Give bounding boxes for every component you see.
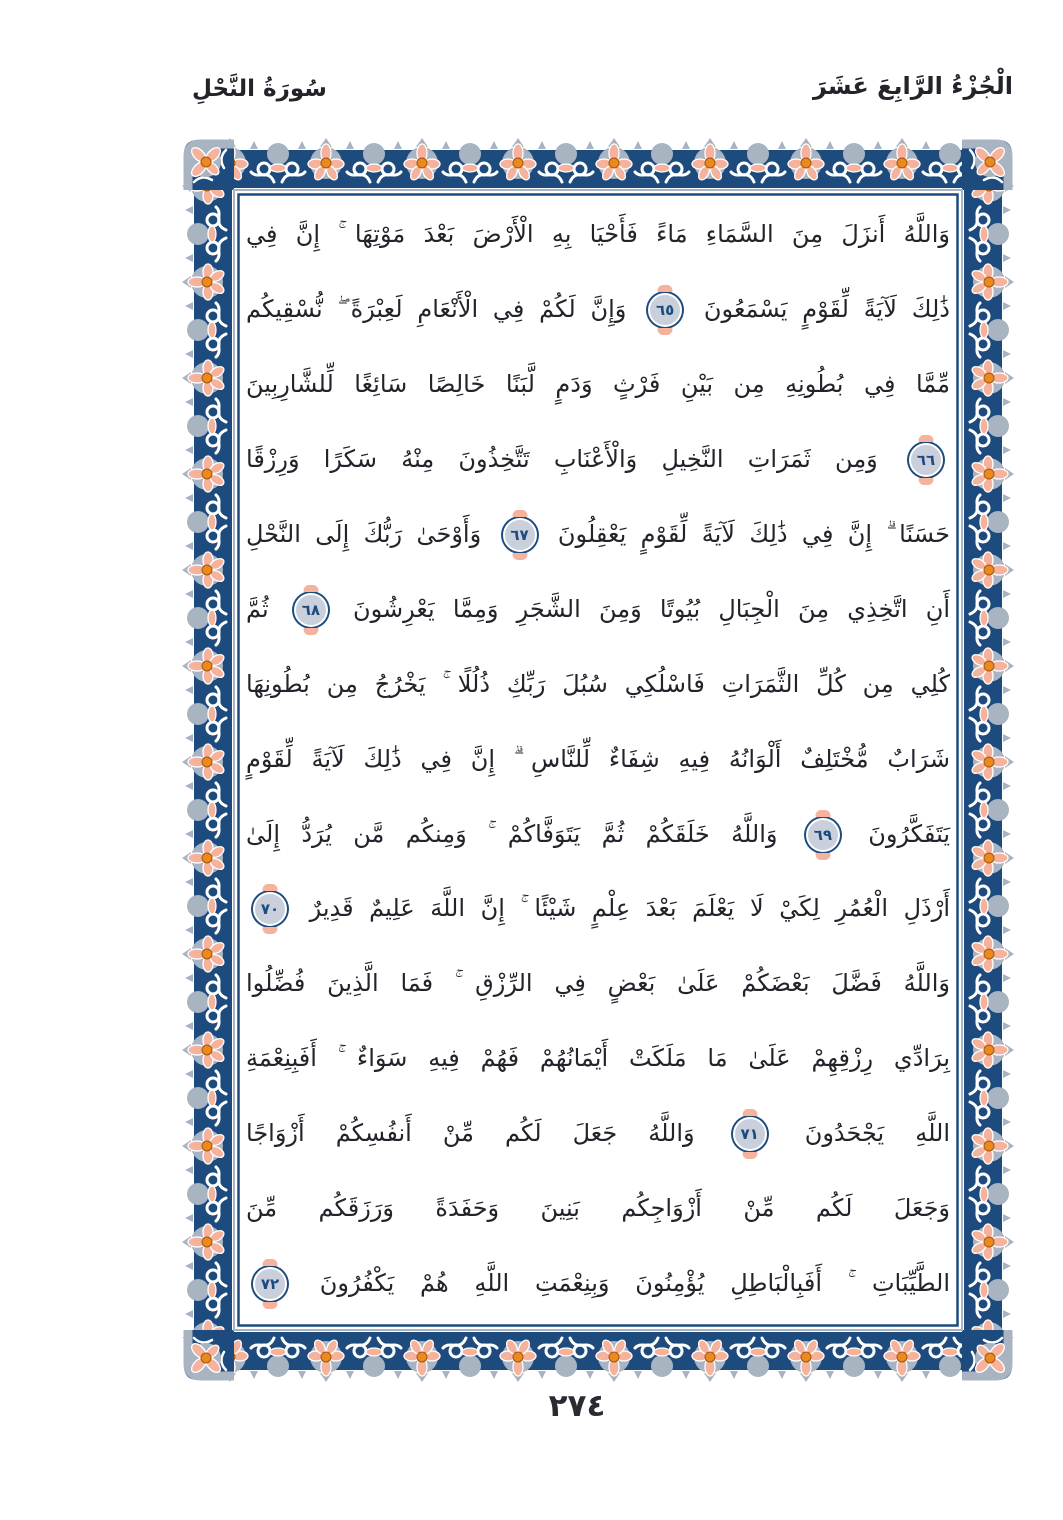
ayah-number-marker: ٧٢ <box>253 1267 287 1301</box>
quran-text-segment: يَتَفَكَّرُونَ <box>868 819 950 848</box>
quran-text-segment: ذَٰلِكَ لَآيَةً لِّقَوْمٍ يَسْمَعُونَ <box>703 294 950 323</box>
quran-line <box>242 1022 954 1097</box>
quran-text-segment: ثُمَّ <box>246 594 269 623</box>
quran-line <box>242 872 954 947</box>
quran-text-segment: كُلِي مِن كُلِّ الثَّمَرَاتِ فَاسْلُكِي سُبُلَ رَبِّكِ ذُلُلًا ۚ يَخْرُجُ مِن بُطُونِهَا <box>246 669 950 698</box>
quran-text-segment: وَاللَّهُ جَعَلَ لَكُم مِّنْ أَنفُسِكُمْ أَزْوَاجًا <box>246 1119 695 1148</box>
quran-text-segment: وَاللَّهُ فَضَّلَ بَعْضَكُمْ عَلَىٰ بَعْضٍ فِي الرِّزْقِ ۚ فَمَا الَّذِينَ فُضِّلُوا <box>246 969 950 998</box>
quran-line <box>242 273 954 348</box>
quran-line <box>242 198 954 273</box>
quran-line <box>242 1247 954 1322</box>
quran-line <box>242 648 954 723</box>
ayah-number-marker: ٦٩ <box>806 818 840 852</box>
quran-text-segment: حَسَنًا ۗ إِنَّ فِي ذَٰلِكَ لَآيَةً لِّقَوْمٍ يَعْقِلُونَ <box>557 519 950 548</box>
quran-line <box>242 423 954 498</box>
ayah-number-marker: ٦٦ <box>909 443 943 477</box>
quran-text-segment: أَنِ اتَّخِذِي مِنَ الْجِبَالِ بُيُوتًا وَمِنَ الشَّجَرِ وَمِمَّا يَعْرِشُونَ <box>353 594 950 623</box>
quran-line <box>242 947 954 1022</box>
quran-text-segment: وَجَعَلَ لَكُم مِّنْ أَزْوَاجِكُم بَنِينَ وَحَفَدَةً وَرَزَقَكُم مِّنَ <box>246 1194 950 1223</box>
quran-line <box>242 1097 954 1172</box>
quran-text-segment: شَرَابٌ مُّخْتَلِفٌ أَلْوَانُهُ فِيهِ شِفَاءٌ لِّلنَّاسِ ۗ إِنَّ فِي ذَٰلِكَ لَآيَةً لِّقَوْمٍ <box>246 744 950 773</box>
quran-text-segment: وَاللَّهُ خَلَقَكُمْ ثُمَّ يَتَوَفَّاكُمْ ۚ وَمِنكُم مَّن يُرَدُّ إِلَىٰ <box>246 819 778 848</box>
quran-line <box>242 348 954 423</box>
quran-line <box>242 798 954 873</box>
quran-text-segment: اللَّهِ يَجْحَدُونَ <box>804 1119 950 1148</box>
quran-text-segment: وَاللَّهُ أَنزَلَ مِنَ السَّمَاءِ مَاءً فَأَحْيَا بِهِ الْأَرْضَ بَعْدَ مَوْتِهَا ۚ إِنَّ فِي <box>246 220 950 248</box>
quran-text-segment: وَمِن ثَمَرَاتِ النَّخِيلِ وَالْأَعْنَابِ تَتَّخِذُونَ مِنْهُ سَكَرًا وَرِزْقًا <box>246 444 878 473</box>
quran-text-segment: الطَّيِّبَاتِ ۚ أَفَبِالْبَاطِلِ يُؤْمِنُونَ وَبِنِعْمَتِ اللَّهِ هُمْ يَكْفُرُونَ <box>319 1269 950 1298</box>
ayah-number-marker: ٦٧ <box>503 518 537 552</box>
ayah-number-marker: ٦٨ <box>294 593 328 627</box>
quran-line <box>242 723 954 798</box>
quran-line <box>242 1172 954 1247</box>
ayah-number-marker: ٦٥ <box>648 293 682 327</box>
quran-line <box>242 498 954 573</box>
quran-text-segment: مِّمَّا فِي بُطُونِهِ مِن بَيْنِ فَرْثٍ وَدَمٍ لَّبَنًا خَالِصًا سَائِغًا لِّلشَّارِبِينَ <box>246 369 950 398</box>
quran-text-segment: وَإِنَّ لَكُمْ فِي الْأَنْعَامِ لَعِبْرَةً ۖ نُّسْقِيكُم <box>246 294 627 323</box>
quran-text-segment: وَأَوْحَىٰ رَبُّكَ إِلَى النَّحْلِ <box>246 519 482 548</box>
surah-title: سُورَةُ النَّحْلِ <box>192 76 327 102</box>
juz-title: الْجُزْءُ الرَّابِعَ عَشَرَ <box>813 72 1013 100</box>
quran-text-segment: بِرَادِّي رِزْقِهِمْ عَلَىٰ مَا مَلَكَتْ أَيْمَانُهُمْ فَهُمْ فِيهِ سَوَاءٌ ۚ أَفَبِنِعْمَةِ <box>246 1044 950 1073</box>
quran-line <box>242 573 954 648</box>
quran-text-area <box>242 198 954 1322</box>
ayah-number-marker: ٧١ <box>733 1117 767 1151</box>
ayah-number-marker: ٧٠ <box>253 892 287 926</box>
page-number: ٢٧٤ <box>548 1388 606 1424</box>
quran-text-segment: أَرْذَلِ الْعُمُرِ لِكَيْ لَا يَعْلَمَ بَعْدَ عِلْمٍ شَيْئًا ۚ إِنَّ اللَّهَ عَلِيمٌ قَدِيرٌ <box>309 894 950 923</box>
decorative-frame <box>182 138 1014 1382</box>
